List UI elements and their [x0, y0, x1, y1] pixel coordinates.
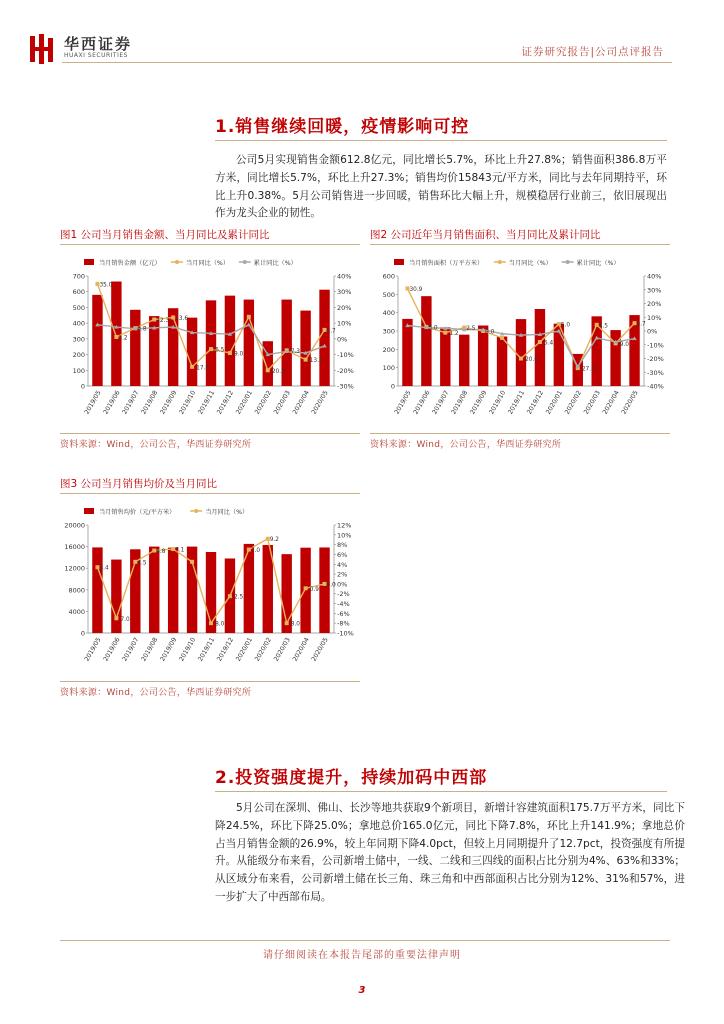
- right-tick-label: -10%: [337, 351, 354, 360]
- data-label: 7.1: [175, 547, 185, 554]
- x-tick-label: 2020/03: [582, 389, 602, 416]
- right-tick-label: -20%: [337, 366, 354, 375]
- data-label: -9.0: [617, 341, 629, 348]
- legend-bar-swatch: [84, 259, 94, 265]
- right-tick-label: -30%: [647, 368, 664, 377]
- section1-divider: [215, 140, 667, 141]
- x-tick-label: 2019/05: [393, 389, 413, 416]
- yoy-point: [500, 336, 504, 340]
- right-tick-label: 0%: [647, 327, 658, 336]
- data-label: -1.2: [447, 331, 459, 338]
- legend-label: 当月销售均价（元/平方米）: [99, 509, 176, 516]
- x-tick-label: 2019/06: [102, 636, 122, 663]
- legend-label: 累计同比（%）: [576, 260, 620, 267]
- data-label: -8.0: [213, 621, 225, 628]
- data-label: 1.2: [118, 335, 128, 342]
- x-tick-label: 2019/07: [121, 636, 141, 663]
- right-tick-label: 10%: [337, 319, 352, 328]
- left-tick-label: 400: [382, 309, 395, 318]
- x-tick-label: 2019/05: [83, 636, 103, 663]
- bar: [206, 300, 216, 386]
- data-label: 35.0: [99, 282, 113, 289]
- x-tick-label: 2020/04: [291, 389, 311, 416]
- right-tick-label: 40%: [337, 272, 352, 281]
- legend-marker: [498, 260, 502, 264]
- x-tick-label: 2019/12: [525, 389, 546, 416]
- legend-item-1: [171, 259, 229, 267]
- data-label: 4.5: [598, 323, 608, 330]
- x-tick-label: 2020/01: [234, 389, 255, 416]
- right-tick-label: 20%: [647, 300, 662, 308]
- figure2-divider: [370, 244, 670, 245]
- footer-disclaimer: 请仔细阅读在本报告尾部的重要法律声明: [263, 950, 461, 961]
- x-tick-label: 2020/02: [253, 636, 273, 663]
- data-label: 30.9: [409, 287, 423, 294]
- legend-item-0: [84, 259, 161, 267]
- x-tick-label: 2020/01: [234, 636, 255, 663]
- data-label: -9.0: [231, 351, 244, 358]
- legend-bar-swatch: [394, 259, 404, 265]
- data-label: -5.4: [541, 340, 554, 347]
- x-tick-label: 2019/07: [431, 389, 451, 416]
- bar: [225, 296, 235, 386]
- right-tick-label: -8%: [337, 619, 350, 628]
- figure3-caption: 图3 公司当月销售均价及当月同比: [60, 478, 218, 490]
- right-tick-label: -6%: [337, 609, 350, 618]
- brand-name: 华西证券: [64, 35, 133, 53]
- right-tick-label: 6%: [337, 550, 348, 559]
- bar: [535, 309, 545, 386]
- data-label: 5.7: [326, 328, 336, 335]
- data-label: 3.4: [99, 565, 109, 572]
- data-label: -6.5: [213, 347, 225, 354]
- left-tick-label: 600: [382, 272, 395, 281]
- data-label: 13.6: [175, 315, 189, 322]
- left-tick-label: 400: [72, 319, 85, 328]
- yoy-point: [190, 560, 194, 564]
- left-tick-label: 8000: [68, 586, 85, 595]
- figure1-caption: 图1 公司当月销售金额、当月同比及累计同比: [60, 229, 270, 241]
- figure1-source: 资料来源：Wind，公司公告，华西证券研究所: [60, 440, 252, 450]
- x-tick-label: 2019/07: [121, 389, 141, 416]
- data-label: -7.3: [288, 348, 301, 355]
- x-tick-label: 2020/05: [310, 389, 330, 416]
- right-tick-label: 4%: [337, 560, 348, 569]
- left-tick-label: 200: [382, 345, 395, 354]
- data-label: -2.5: [231, 594, 244, 601]
- right-tick-label: 30%: [337, 288, 352, 297]
- left-tick-label: 12000: [64, 564, 85, 573]
- right-tick-label: 2%: [337, 570, 348, 579]
- x-tick-label: 2019/09: [159, 636, 179, 663]
- bar: [111, 282, 121, 387]
- legend-item-2: [562, 259, 620, 267]
- data-label: 0.0: [485, 329, 495, 336]
- page-number: 3: [358, 985, 366, 996]
- x-tick-label: 2019/11: [197, 389, 217, 416]
- legend-label: 当月销售金额（亿元）: [99, 260, 161, 267]
- bar: [168, 548, 178, 633]
- x-tick-label: 2019/08: [140, 389, 160, 416]
- right-tick-label: 10%: [647, 313, 662, 322]
- left-tick-label: 500: [72, 303, 85, 312]
- footer-divider: [60, 940, 670, 941]
- left-tick-label: 300: [72, 335, 85, 344]
- right-tick-label: -4%: [337, 600, 350, 609]
- x-tick-label: 2019/12: [215, 389, 236, 416]
- x-tick-label: 2019/08: [450, 389, 470, 416]
- legend-label: 当月同比（%）: [186, 260, 230, 267]
- data-label: -0.9: [307, 586, 319, 593]
- left-tick-label: 0: [390, 382, 395, 391]
- legend-marker: [175, 260, 179, 264]
- figure2-chart: [366, 250, 674, 432]
- data-label: 7.0: [250, 548, 261, 555]
- legend-item-2: [239, 259, 297, 267]
- brand-name-en: HUAXI SECURITIES: [64, 52, 128, 59]
- right-tick-label: 40%: [647, 272, 662, 281]
- x-tick-label: 2019/11: [197, 636, 217, 663]
- x-tick-label: 2019/09: [469, 389, 489, 416]
- data-label: -17.8: [194, 365, 210, 372]
- report-type: 证券研究报告|公司点评报告: [521, 46, 664, 58]
- data-label: -20.0: [523, 357, 538, 363]
- header-divider: [62, 62, 672, 63]
- bar: [244, 300, 254, 386]
- left-tick-label: 200: [72, 351, 85, 360]
- left-tick-label: 4000: [68, 607, 85, 616]
- figure3-bottom-line: [60, 681, 360, 682]
- x-tick-label: 2020/04: [601, 389, 621, 416]
- left-tick-label: 700: [72, 272, 85, 281]
- bar: [402, 319, 412, 386]
- figure1-bottom-line: [60, 433, 360, 434]
- x-tick-label: 2019/10: [488, 389, 508, 416]
- x-tick-label: 2019/05: [83, 389, 103, 416]
- bar: [516, 319, 526, 386]
- figure3-chart: [56, 499, 364, 679]
- left-tick-label: 0: [80, 629, 85, 638]
- legend-label: 当月同比（%）: [205, 509, 249, 516]
- right-tick-label: 12%: [337, 521, 352, 530]
- x-tick-label: 2019/11: [507, 389, 527, 416]
- right-tick-label: -2%: [337, 590, 350, 599]
- left-tick-label: 16000: [64, 543, 85, 552]
- left-tick-label: 100: [72, 366, 85, 375]
- legend-item-1: [190, 508, 248, 516]
- data-label: 4.5: [137, 560, 147, 567]
- figure3-source: 资料来源：Wind，公司公告，华西证券研究所: [60, 688, 252, 698]
- bar: [187, 318, 197, 386]
- left-tick-label: 600: [72, 288, 85, 297]
- bar: [130, 310, 140, 386]
- x-tick-label: 2020/03: [272, 389, 292, 416]
- x-tick-label: 2019/12: [215, 636, 236, 663]
- left-tick-label: 300: [382, 327, 395, 336]
- x-tick-label: 2020/05: [310, 636, 330, 663]
- bar: [497, 337, 507, 387]
- legend-label: 当月销售面积（万平方米）: [409, 260, 484, 267]
- data-label: -7.0: [118, 616, 130, 623]
- bar: [421, 296, 431, 386]
- legend-marker: [566, 260, 570, 264]
- x-tick-label: 2020/04: [291, 636, 311, 663]
- right-tick-label: 10%: [337, 531, 352, 540]
- left-tick-label: 500: [382, 290, 395, 299]
- x-tick-label: 2019/06: [412, 389, 432, 416]
- bar: [92, 295, 102, 386]
- x-tick-label: 2020/01: [544, 389, 565, 416]
- x-tick-label: 2019/10: [178, 389, 198, 416]
- legend-marker: [194, 509, 198, 513]
- section2-title: 2.投资强度提升，持续加码中西部: [215, 768, 488, 788]
- figure1-chart: [56, 250, 364, 432]
- data-label: -20.0: [269, 368, 285, 375]
- x-tick-label: 2020/02: [253, 389, 273, 416]
- right-tick-label: 8%: [337, 541, 348, 550]
- legend-item-0: [394, 259, 483, 267]
- right-tick-label: 0%: [337, 335, 348, 344]
- data-label: 12.3: [156, 318, 170, 325]
- data-label: 5.7: [636, 321, 646, 328]
- data-label: 9.2: [269, 537, 280, 544]
- right-tick-label: 30%: [647, 286, 662, 295]
- figure2-source: 资料来源：Wind，公司公告，华西证券研究所: [370, 440, 562, 450]
- section2-divider: [215, 791, 667, 792]
- section1-title: 1.销售继续回暖，疫情影响可控: [215, 117, 470, 137]
- figure2-caption: 图2 公司近年当月销售面积、当月同比及累计同比: [370, 229, 601, 241]
- right-tick-label: -20%: [647, 355, 664, 363]
- figure3-divider: [60, 493, 360, 494]
- x-tick-label: 2020/02: [563, 389, 583, 416]
- x-tick-label: 2019/06: [102, 389, 122, 416]
- x-tick-label: 2020/05: [620, 389, 640, 416]
- bar: [319, 547, 329, 633]
- bar: [459, 335, 469, 386]
- legend-label: 累计同比（%）: [253, 260, 297, 267]
- right-tick-label: -40%: [647, 382, 664, 391]
- data-label: -13.2: [307, 358, 323, 365]
- left-tick-label: 20000: [64, 521, 85, 530]
- data-label: 6.8: [137, 326, 147, 333]
- bar: [149, 547, 159, 633]
- section2-paragraph: 5月公司在深圳、佛山、长沙等地共获取9个新项目，新增计容建筑面积175.7万平方米，同比下降24.5%，环比下降25.0%；拿地总价165.0亿元，同比下降7.8%，环比上升141.9%；拿地总价占当月销售金额的26.9%，较上年同期下降4.0pct，但较上月同期提升了12.7pct，投资强度有所提升。从能级分布来看，公司新增土储中，一线、二线和三四线的面积占比分别为4%、63%和33%；从区域分布来看，公司新增土储在长三角、珠三角和中西部面积占比分别为12%、31%和57%，进一步扩大了中西部布局。: [215, 802, 685, 903]
- legend-label: 当月同比（%）: [508, 260, 552, 267]
- x-tick-label: 2019/09: [159, 389, 179, 416]
- brand-logo-icon: [30, 34, 56, 64]
- data-label: -27.0: [579, 366, 595, 373]
- data-label: 5.0: [560, 322, 571, 329]
- left-tick-label: 100: [382, 364, 395, 373]
- right-tick-label: -10%: [337, 629, 354, 638]
- figure1-divider: [60, 244, 360, 245]
- data-label: 2.5: [466, 326, 476, 333]
- right-tick-label: -10%: [647, 341, 664, 350]
- x-tick-label: 2019/10: [178, 636, 198, 663]
- left-tick-label: 0: [80, 382, 85, 391]
- data-label: 6.8: [156, 549, 166, 556]
- legend-item-1: [494, 259, 552, 267]
- data-label: 0.0: [326, 582, 336, 589]
- legend-marker: [243, 260, 247, 264]
- right-tick-label: -30%: [337, 382, 354, 391]
- x-tick-label: 2019/08: [140, 636, 160, 663]
- legend-item-0: [84, 508, 175, 516]
- bar: [300, 311, 310, 386]
- right-tick-label: 20%: [337, 303, 352, 312]
- data-label: -8.0: [288, 621, 301, 628]
- data-label: 3.0: [428, 325, 438, 332]
- x-tick-label: 2020/03: [272, 636, 292, 663]
- right-tick-label: 0%: [337, 580, 348, 589]
- yoy-point: [247, 315, 251, 319]
- bar: [92, 547, 102, 633]
- section1-paragraph: 公司5月实现销售金额612.8亿元，同比增长5.7%，环比上升27.8%；销售面积386.8万平方米，同比增长5.7%，环比上升27.3%；销售均价15843元/平方米，同比与去年同期持平，环比上升0.38%。5月公司销售进一步回暖，销售环比大幅上升，规模稳居行业前三，依旧展现出作为龙头企业的韧性。: [215, 154, 667, 220]
- figure2-bottom-line: [370, 433, 670, 434]
- bar: [319, 290, 329, 386]
- legend-bar-swatch: [84, 508, 94, 514]
